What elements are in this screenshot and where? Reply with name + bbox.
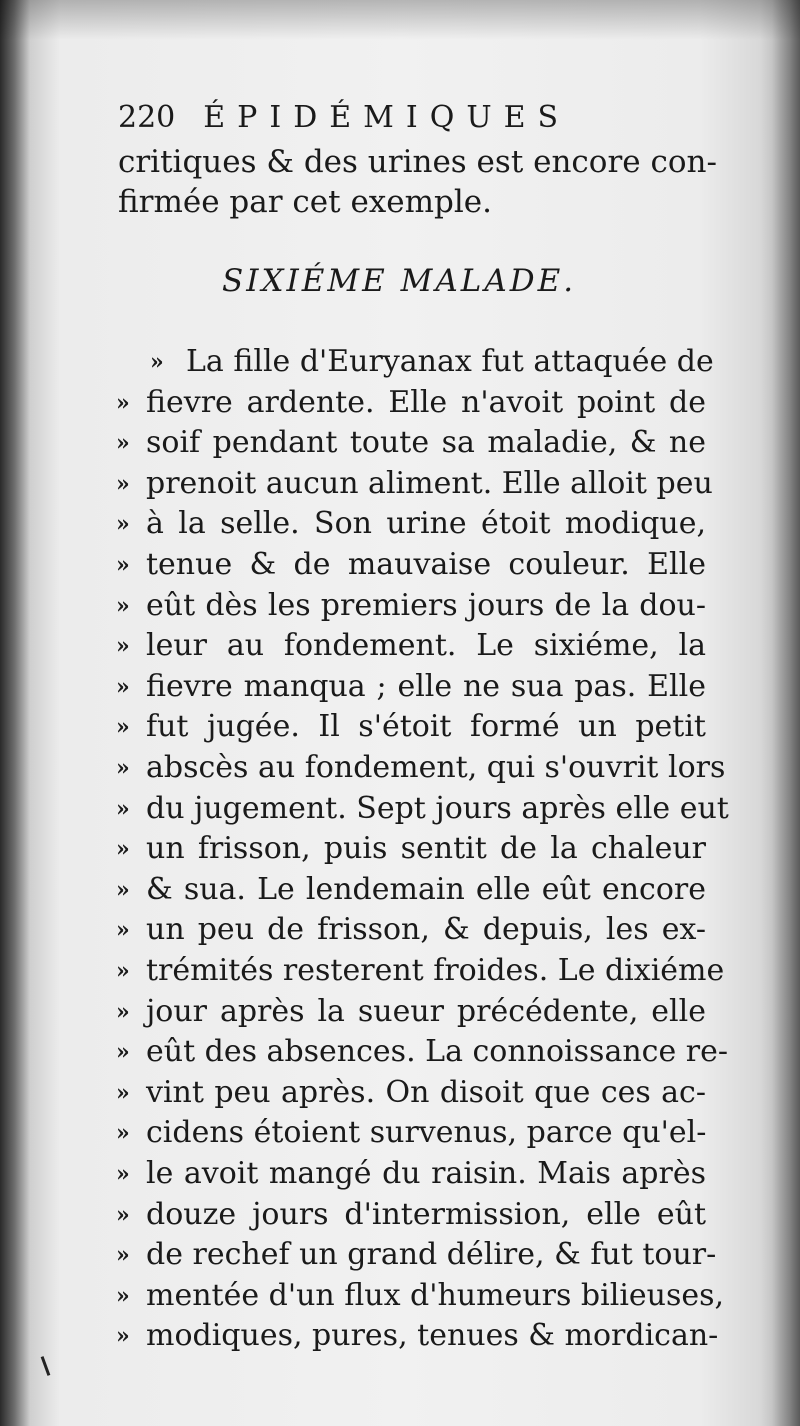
body-line: fievre ardente. Elle n'avoit point de bbox=[146, 385, 706, 420]
body-line: fut jugée. Il s'étoit formé un petit bbox=[146, 709, 706, 744]
quote-mark: » bbox=[150, 349, 164, 375]
page-number: 220 bbox=[118, 100, 176, 135]
body-line: douze jours d'intermission, elle eût bbox=[146, 1197, 706, 1232]
quote-mark: » bbox=[116, 755, 130, 781]
quote-mark: » bbox=[116, 511, 130, 537]
quote-mark: » bbox=[116, 430, 130, 456]
body-line: soif pendant toute sa maladie, & ne bbox=[146, 425, 706, 460]
quote-mark: » bbox=[116, 1283, 130, 1309]
quote-mark: » bbox=[116, 877, 130, 903]
quote-mark: » bbox=[116, 552, 130, 578]
body-line: La fille d'Euryanax fut attaquée de bbox=[186, 344, 714, 379]
body-line: prenoit aucun aliment. Elle alloit peu bbox=[146, 466, 713, 501]
quote-mark: » bbox=[116, 633, 130, 659]
quote-mark: » bbox=[116, 958, 130, 984]
body-line: abscès au fondement, qui s'ouvrit lors bbox=[146, 750, 726, 785]
body-line: jour après la sueur précédente, elle bbox=[146, 994, 706, 1029]
body-line: à la selle. Son urine étoit modique, bbox=[146, 506, 706, 541]
quote-mark: » bbox=[116, 1161, 130, 1187]
quote-mark: » bbox=[116, 593, 130, 619]
quote-mark: » bbox=[116, 471, 130, 497]
running-header bbox=[118, 100, 638, 140]
quote-mark: » bbox=[116, 796, 130, 822]
intro-line-2: firmée par cet exemple. bbox=[118, 184, 492, 220]
body-line: mentée d'un flux d'humeurs bilieuses, bbox=[146, 1278, 725, 1313]
quote-mark: » bbox=[116, 999, 130, 1025]
quote-mark: » bbox=[116, 390, 130, 416]
quote-mark: » bbox=[116, 1202, 130, 1228]
quote-mark: » bbox=[116, 836, 130, 862]
quote-mark: » bbox=[116, 674, 130, 700]
quote-mark: » bbox=[116, 714, 130, 740]
quote-mark: » bbox=[116, 1242, 130, 1268]
body-line: eût des absences. La connoissance re- bbox=[146, 1034, 728, 1069]
quote-mark: » bbox=[116, 917, 130, 943]
body-line: du jugement. Sept jours après elle eut bbox=[146, 791, 729, 826]
intro-line-1: critiques & des urines est encore con- bbox=[118, 144, 717, 180]
body-line: un peu de frisson, & depuis, les ex- bbox=[146, 912, 706, 947]
quote-mark: » bbox=[116, 1080, 130, 1106]
body-line: cidens étoient survenus, parce qu'el- bbox=[146, 1115, 707, 1150]
body-line: le avoit mangé du raisin. Mais après bbox=[146, 1156, 706, 1191]
body-line: tenue & de mauvaise couleur. Elle bbox=[146, 547, 706, 582]
quote-mark: » bbox=[116, 1039, 130, 1065]
body-line: eût dès les premiers jours de la dou- bbox=[146, 588, 706, 623]
section-heading: SIXIÉME MALADE. bbox=[222, 263, 577, 299]
body-line: un frisson, puis sentit de la chaleur bbox=[146, 831, 706, 866]
body-line: trémités resterent froides. Le dixiéme bbox=[146, 953, 725, 988]
body-line: fievre manqua ; elle ne sua pas. Elle bbox=[146, 669, 706, 704]
body-line: & sua. Le lendemain elle eût encore bbox=[146, 872, 706, 907]
quote-mark: » bbox=[116, 1323, 130, 1349]
body-line: leur au fondement. Le sixiéme, la bbox=[146, 628, 706, 663]
running-title: ÉPIDÉMIQUES bbox=[203, 100, 571, 135]
page-top-shadow bbox=[0, 0, 800, 40]
page-gutter-shadow bbox=[772, 0, 800, 1426]
body-line: modiques, pures, tenues & mordican- bbox=[146, 1318, 719, 1353]
body-line: vint peu après. On disoit que ces ac- bbox=[146, 1075, 706, 1110]
ink-speck bbox=[41, 1356, 51, 1376]
quote-mark: » bbox=[116, 1120, 130, 1146]
body-line: de rechef un grand délire, & fut tour- bbox=[146, 1237, 717, 1272]
